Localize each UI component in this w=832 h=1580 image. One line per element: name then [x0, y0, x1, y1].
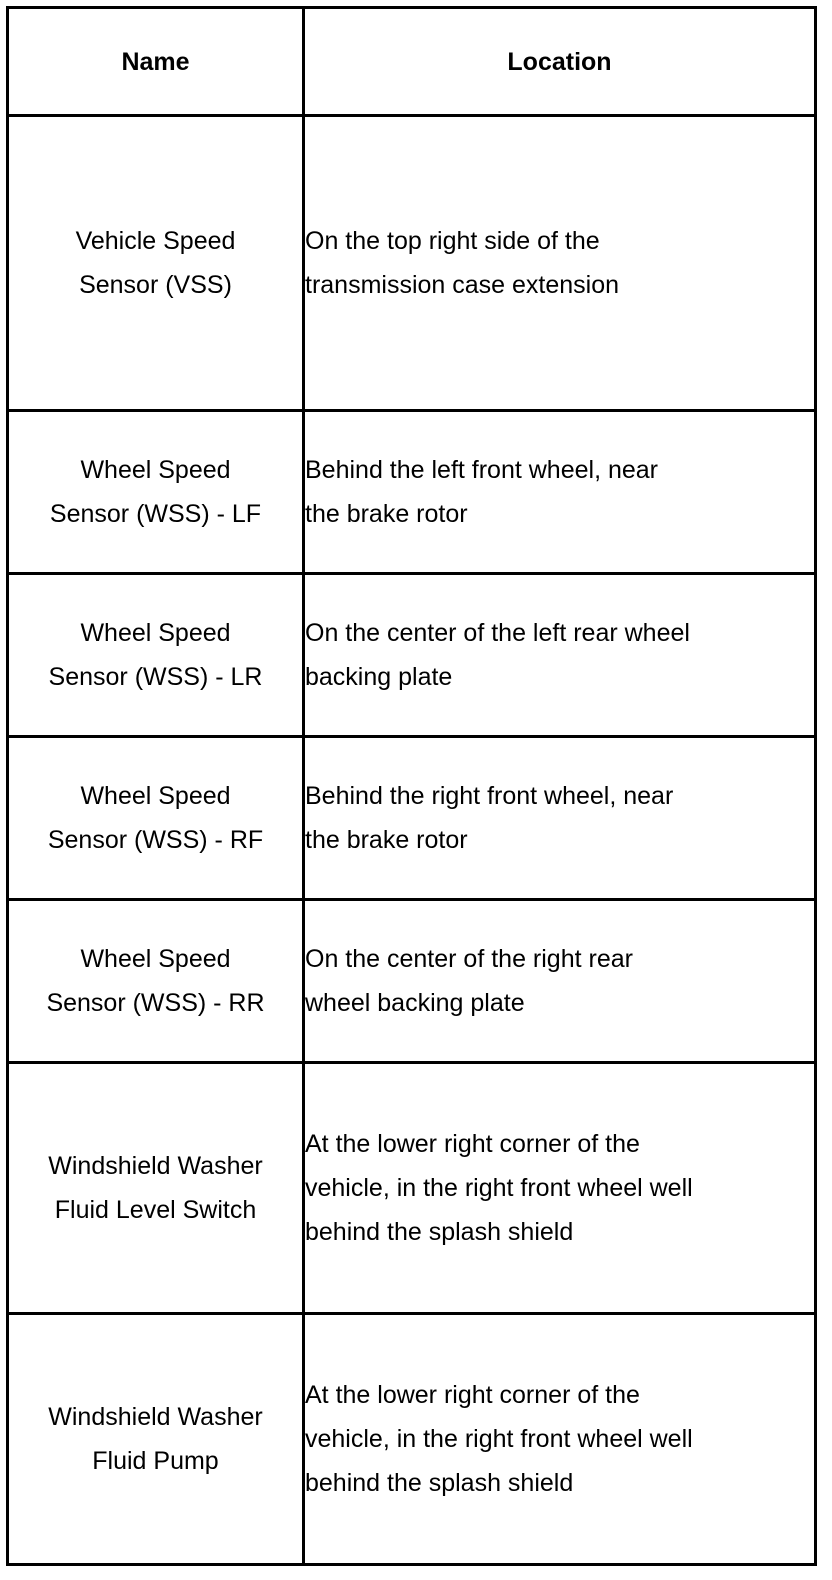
- name-cell: [8, 574, 304, 737]
- location-line: behind the splash shield: [305, 1469, 574, 1497]
- table-row: [8, 1314, 816, 1565]
- component-location-table: [6, 6, 817, 1566]
- name-cell: [8, 737, 304, 900]
- name-cell: [8, 411, 304, 574]
- name-line: Fluid Level Switch: [54, 1196, 257, 1224]
- name-line: Sensor (WSS) - RF: [47, 826, 264, 854]
- name-line: Sensor (WSS) - LR: [48, 663, 263, 691]
- table-row: [8, 737, 816, 900]
- location-line: backing plate: [305, 663, 453, 691]
- location-line: Behind the left front wheel, near: [305, 456, 659, 484]
- location-cell: [304, 737, 816, 900]
- location-line: the brake rotor: [305, 500, 468, 528]
- name-line: Sensor (WSS) - LF: [49, 500, 262, 528]
- location-line: behind the splash shield: [305, 1218, 574, 1246]
- location-line: wheel backing plate: [305, 989, 525, 1017]
- column-header-location: Location: [304, 8, 816, 116]
- location-line: At the lower right corner of the: [305, 1130, 640, 1158]
- location-cell: [304, 1314, 816, 1565]
- table-row: [8, 411, 816, 574]
- location-line: vehicle, in the right front wheel well: [305, 1425, 693, 1453]
- name-line: Wheel Speed: [80, 945, 231, 973]
- name-line: Fluid Pump: [92, 1447, 219, 1475]
- location-line: On the top right side of the: [305, 227, 600, 255]
- location-line: Behind the right front wheel, near: [305, 782, 674, 810]
- name-line: Vehicle Speed: [75, 227, 236, 255]
- location-line: On the center of the left rear wheel: [305, 619, 690, 647]
- location-cell: [304, 116, 816, 411]
- name-cell: [8, 1314, 304, 1565]
- location-line: On the center of the right rear: [305, 945, 633, 973]
- location-cell: [304, 574, 816, 737]
- name-line: Wheel Speed: [80, 619, 231, 647]
- name-line: Windshield Washer: [48, 1152, 263, 1180]
- column-header-name: Name: [8, 8, 304, 116]
- location-cell: [304, 1063, 816, 1314]
- table-header-row: [8, 8, 816, 116]
- name-line: Sensor (VSS): [79, 271, 232, 299]
- location-line: At the lower right corner of the: [305, 1381, 640, 1409]
- table-row: [8, 574, 816, 737]
- location-line: vehicle, in the right front wheel well: [305, 1174, 693, 1202]
- name-line: Windshield Washer: [48, 1403, 263, 1431]
- location-cell: [304, 900, 816, 1063]
- name-cell: [8, 1063, 304, 1314]
- name-line: Sensor (WSS) - RR: [46, 989, 265, 1017]
- table-row: [8, 1063, 816, 1314]
- table-row: [8, 900, 816, 1063]
- location-line: the brake rotor: [305, 826, 468, 854]
- name-line: Wheel Speed: [80, 456, 231, 484]
- name-cell: [8, 116, 304, 411]
- name-line: Wheel Speed: [80, 782, 231, 810]
- location-cell: [304, 411, 816, 574]
- location-line: transmission case extension: [305, 271, 620, 299]
- table-row: [8, 116, 816, 411]
- name-cell: [8, 900, 304, 1063]
